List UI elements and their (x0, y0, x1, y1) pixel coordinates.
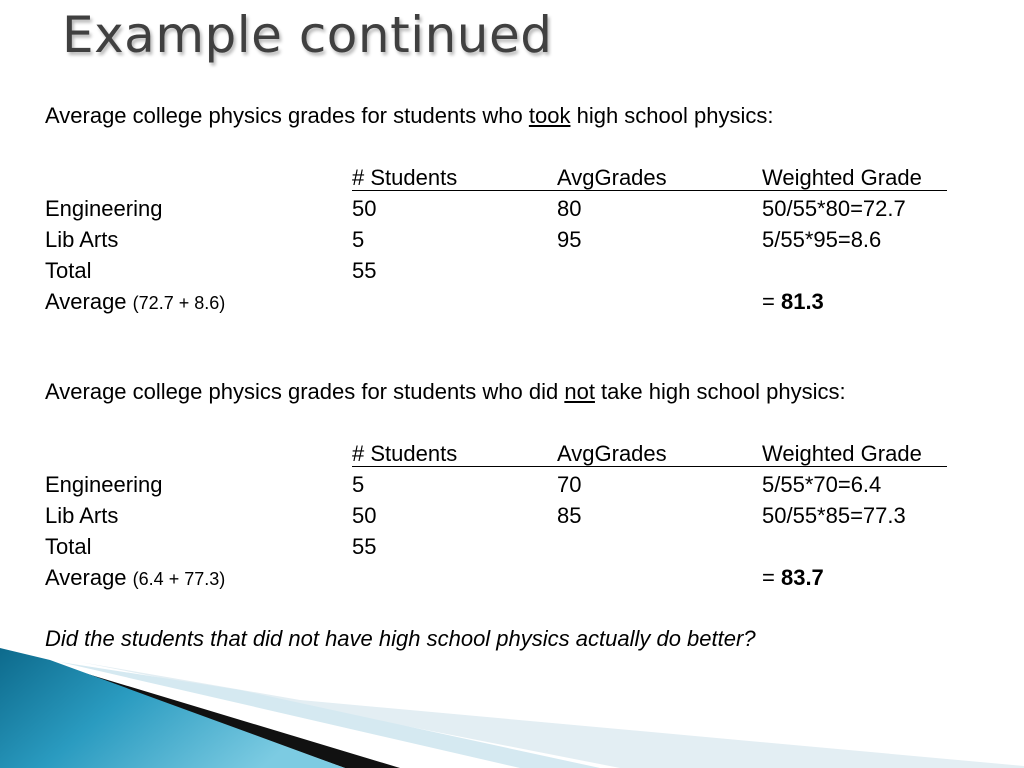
row-students: 50 (352, 503, 377, 528)
average-label: Average (45, 565, 127, 590)
total-label: Total (45, 258, 92, 283)
result-value: 83.7 (780, 565, 824, 590)
total-label: Total (45, 534, 92, 559)
header-avg-grades: AvgGrades (557, 441, 667, 466)
header-weighted-grade: Weighted Grade (762, 165, 922, 190)
result-value: 81.3 (780, 289, 824, 314)
row-weighted: 50/55*85=77.3 (762, 503, 906, 528)
section1-intro-after: high school physics: (570, 103, 774, 128)
closing-question: Did the students that did not have high school physics actually do better? (45, 626, 756, 651)
slide-title: Example continued (62, 6, 553, 64)
row-label: Lib Arts (45, 227, 119, 252)
row-label: Engineering (45, 472, 163, 497)
row-avg: 85 (557, 503, 582, 528)
header-avg-grades: AvgGrades (557, 165, 667, 190)
row-avg: 95 (557, 227, 582, 252)
section2-intro-after: take high school physics: (594, 379, 846, 404)
section1-intro-before: Average college physics grades for students who (45, 103, 529, 128)
row-label: Engineering (45, 196, 163, 221)
row-students: 5 (352, 227, 365, 252)
total-value: 55 (352, 258, 377, 283)
result-prefix: = (762, 289, 781, 314)
total-value: 55 (352, 534, 377, 559)
section2-intro-emphasis: not (564, 379, 595, 404)
header-weighted-grade: Weighted Grade (762, 441, 922, 466)
row-weighted: 50/55*80=72.7 (762, 196, 906, 221)
section2-intro-before: Average college physics grades for students who did (45, 379, 565, 404)
header-students: # Students (352, 441, 458, 466)
row-avg: 80 (557, 196, 582, 221)
section1-intro-emphasis: took (528, 103, 571, 128)
row-avg: 70 (557, 472, 582, 497)
average-formula: (6.4 + 77.3) (132, 569, 226, 589)
row-students: 5 (352, 472, 365, 497)
row-label: Lib Arts (45, 503, 119, 528)
header-students: # Students (352, 165, 458, 190)
row-weighted: 5/55*70=6.4 (762, 472, 882, 497)
average-label: Average (45, 289, 127, 314)
row-weighted: 5/55*95=8.6 (762, 227, 882, 252)
average-formula: (72.7 + 8.6) (132, 293, 226, 313)
result-prefix: = (762, 565, 781, 590)
row-students: 50 (352, 196, 377, 221)
